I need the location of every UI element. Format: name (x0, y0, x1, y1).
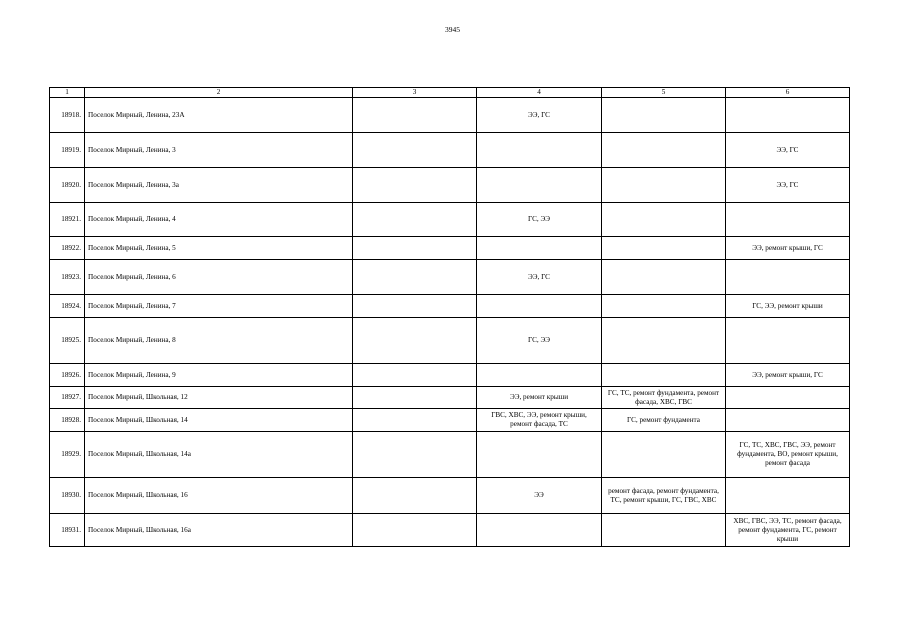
address-cell: Поселок Мирный, Школьная, 12 (85, 387, 353, 409)
column-4-cell: ЭЭ (477, 478, 602, 514)
column-3-cell (353, 237, 477, 260)
column-5-cell (602, 432, 726, 478)
column-5-cell: ГС, ТС, ремонт фундамента, ремонт фасада, ХВС, ГВС (602, 387, 726, 409)
column-4-cell: ЭЭ, ремонт крыши (477, 387, 602, 409)
column-4-cell (477, 432, 602, 478)
column-4-cell (477, 237, 602, 260)
row-number: 18927. (50, 387, 85, 409)
column-6-cell (726, 387, 850, 409)
address-cell: Поселок Мирный, Ленина, 4 (85, 203, 353, 237)
column-4-cell: ЭЭ, ГС (477, 260, 602, 295)
address-cell: Поселок Мирный, Школьная, 14 (85, 409, 353, 432)
row-number: 18924. (50, 295, 85, 318)
table-row (50, 295, 850, 318)
table-row (50, 168, 850, 203)
table-row (50, 478, 850, 514)
column-3-cell (353, 318, 477, 364)
column-3-cell (353, 364, 477, 387)
table-row (50, 514, 850, 547)
header-row (50, 88, 850, 98)
row-number: 18920. (50, 168, 85, 203)
address-cell: Поселок Мирный, Ленина, 3а (85, 168, 353, 203)
row-number: 18929. (50, 432, 85, 478)
column-6-cell (726, 260, 850, 295)
table-row (50, 409, 850, 432)
table-row (50, 203, 850, 237)
page-number: 3945 (445, 25, 460, 34)
column-6-cell: ГС, ТС, ХВС, ГВС, ЭЭ, ремонт фундамента, ВО, ремонт крыши, ремонт фасада (726, 432, 850, 478)
column-3-cell (353, 168, 477, 203)
column-6-cell: ЭЭ, ремонт крыши, ГС (726, 237, 850, 260)
row-number: 18923. (50, 260, 85, 295)
address-cell: Поселок Мирный, Ленина, 5 (85, 237, 353, 260)
column-header: 2 (85, 88, 353, 98)
column-header: 1 (50, 88, 85, 98)
column-5-cell: ГС, ремонт фундамента (602, 409, 726, 432)
table-row (50, 364, 850, 387)
row-number: 18931. (50, 514, 85, 547)
address-cell: Поселок Мирный, Школьная, 16а (85, 514, 353, 547)
address-cell: Поселок Мирный, Ленина, 9 (85, 364, 353, 387)
table-row (50, 133, 850, 168)
row-number: 18921. (50, 203, 85, 237)
column-header: 5 (602, 88, 726, 98)
column-4-cell (477, 168, 602, 203)
column-4-cell: ЭЭ, ГС (477, 98, 602, 133)
column-4-cell (477, 364, 602, 387)
table-row (50, 260, 850, 295)
column-6-cell: ЭЭ, ГС (726, 168, 850, 203)
address-cell: Поселок Мирный, Школьная, 14а (85, 432, 353, 478)
column-4-cell: ГС, ЭЭ (477, 318, 602, 364)
column-4-cell (477, 514, 602, 547)
column-6-cell: ХВС, ГВС, ЭЭ, ТС, ремонт фасада, ремонт фундамента, ГС, ремонт крыши (726, 514, 850, 547)
address-cell: Поселок Мирный, Ленина, 8 (85, 318, 353, 364)
column-3-cell (353, 133, 477, 168)
address-cell: Поселок Мирный, Ленина, 3 (85, 133, 353, 168)
row-number: 18918. (50, 98, 85, 133)
column-5-cell (602, 203, 726, 237)
column-5-cell (602, 318, 726, 364)
column-5-cell (602, 237, 726, 260)
column-3-cell (353, 478, 477, 514)
column-6-cell (726, 203, 850, 237)
column-header: 6 (726, 88, 850, 98)
column-3-cell (353, 260, 477, 295)
column-header: 4 (477, 88, 602, 98)
column-6-cell: ГС, ЭЭ, ремонт крыши (726, 295, 850, 318)
row-number: 18922. (50, 237, 85, 260)
table-row (50, 237, 850, 260)
row-number: 18919. (50, 133, 85, 168)
address-cell: Поселок Мирный, Ленина, 6 (85, 260, 353, 295)
column-5-cell (602, 168, 726, 203)
row-number: 18928. (50, 409, 85, 432)
column-6-cell (726, 318, 850, 364)
column-3-cell (353, 295, 477, 318)
table-row (50, 98, 850, 133)
column-4-cell (477, 133, 602, 168)
column-3-cell (353, 203, 477, 237)
address-cell: Поселок Мирный, Ленина, 7 (85, 295, 353, 318)
column-5-cell (602, 260, 726, 295)
column-4-cell: ГС, ЭЭ (477, 203, 602, 237)
column-5-cell: ремонт фасада, ремонт фундамента, ТС, ремонт крыши, ГС, ГВС, ХВС (602, 478, 726, 514)
column-6-cell (726, 98, 850, 133)
column-3-cell (353, 98, 477, 133)
table-row (50, 318, 850, 364)
table-row (50, 432, 850, 478)
row-number: 18930. (50, 478, 85, 514)
column-6-cell (726, 478, 850, 514)
column-6-cell: ЭЭ, ГС (726, 133, 850, 168)
column-4-cell: ГВС, ХВС, ЭЭ, ремонт крыши, ремонт фасада, ТС (477, 409, 602, 432)
column-5-cell (602, 364, 726, 387)
column-header: 3 (353, 88, 477, 98)
address-cell: Поселок Мирный, Школьная, 16 (85, 478, 353, 514)
table-row (50, 387, 850, 409)
column-5-cell (602, 133, 726, 168)
row-number: 18926. (50, 364, 85, 387)
row-number: 18925. (50, 318, 85, 364)
column-4-cell (477, 295, 602, 318)
column-5-cell (602, 295, 726, 318)
column-3-cell (353, 409, 477, 432)
address-cell: Поселок Мирный, Ленина, 23А (85, 98, 353, 133)
work-table (49, 87, 850, 547)
column-5-cell (602, 98, 726, 133)
column-3-cell (353, 514, 477, 547)
column-6-cell (726, 409, 850, 432)
column-6-cell: ЭЭ, ремонт крыши, ГС (726, 364, 850, 387)
column-3-cell (353, 387, 477, 409)
column-3-cell (353, 432, 477, 478)
column-5-cell (602, 514, 726, 547)
